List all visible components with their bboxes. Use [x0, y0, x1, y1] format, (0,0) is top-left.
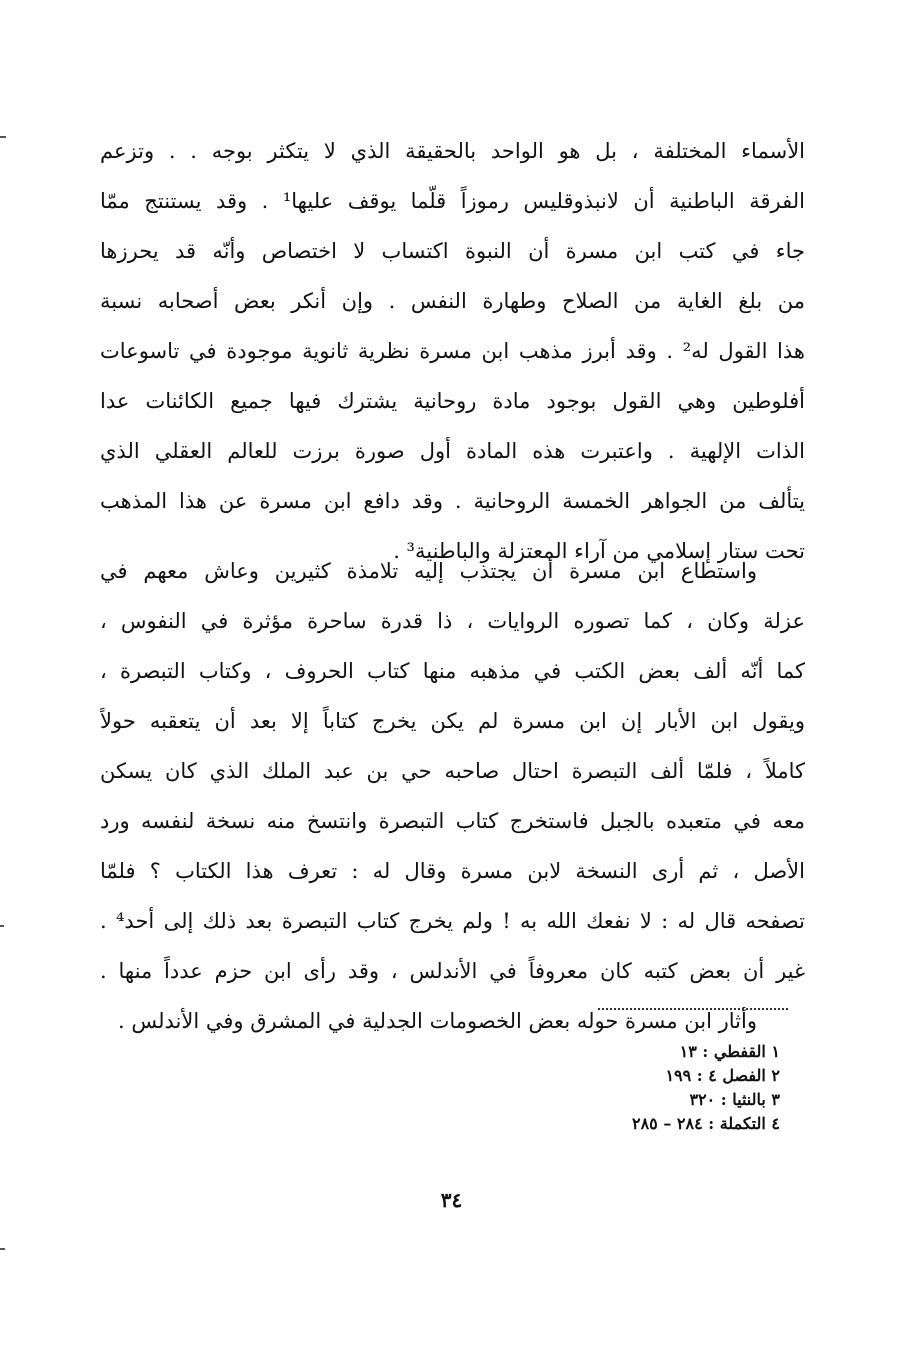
- text-line: واستطاع ابن مسرة أن يجتذب إليه تلامذة كثيرين وعاش معهم في: [100, 559, 757, 583]
- text-line: كاملاً ، فلمّا ألف التبصرة احتال صاحبه حي بن عبد الملك الذي كان يسكن: [100, 759, 805, 783]
- text-line: الفرقة الباطنية أن لانبذوقليس رموزاً قلّما يوقف عليها¹ . وقد يستنتج ممّا: [100, 189, 805, 213]
- text-line: أفلوطين وهي القول بوجود مادة روحانية يشترك فيها جميع الكائنات عدا: [100, 389, 805, 413]
- scan-edge-mark: [0, 925, 4, 927]
- paragraph-1: [100, 126, 805, 576]
- text-line: ويقول ابن الأبار إن ابن مسرة لم يكن يخرج كتاباً إلا بعد أن يتعقبه حولاً: [100, 709, 805, 733]
- footnote-2: ٢ الفصل ٤ : ١٩٩: [665, 1066, 780, 1085]
- text-line: يتألف من الجواهر الخمسة الروحانية . وقد دافع ابن مسرة عن هذا المذهب: [100, 489, 805, 513]
- text-line: تحت ستار إسلامي من آراء المعتزلة والباطنية³ .: [393, 539, 805, 563]
- page-number: ٣٤: [440, 1188, 463, 1212]
- text-line: الأسماء المختلفة ، بل هو الواحد بالحقيقة الذي لا يتكثر بوجه . . وتزعم: [100, 139, 805, 163]
- text-line: غير أن بعض كتبه كان معروفاً في الأندلس ، وقد رأى ابن حزم عدداً منها .: [100, 959, 805, 983]
- footnote-separator: [598, 1008, 788, 1010]
- text-line: من بلغ الغاية من الصلاح وطهارة النفس . وإن أنكر بعض أصحابه نسبة: [100, 289, 805, 313]
- text-line: تصفحه قال له : لا نفعك الله به ! ولم يخرج كتاب التبصرة بعد ذلك إلى أحد⁴ .: [100, 909, 805, 933]
- text-line: هذا القول له² . وقد أبرز مذهب ابن مسرة نظرية ثانوية موجودة في تاسوعات: [100, 339, 805, 363]
- scan-edge-mark: [0, 1248, 5, 1250]
- text-line: عزلة وكان ، كما تصوره الروايات ، ذا قدرة ساحرة مؤثرة في النفوس ،: [100, 609, 805, 633]
- text-line: كما أنّه ألف بعض الكتب في مذهبه منها كتاب الحروف ، وكتاب التبصرة ،: [100, 659, 805, 683]
- text-line: الأصل ، ثم أرى النسخة لابن مسرة وقال له : تعرف هذا الكتاب ؟ فلمّا: [100, 859, 805, 883]
- scan-edge-mark: [0, 136, 6, 138]
- text-line: الذات الإلهية . واعتبرت هذه المادة أول صورة برزت للعالم العقلي الذي: [100, 439, 805, 463]
- footnote-1: ١ القفطي : ١٣: [679, 1042, 780, 1061]
- text-line: وأثار ابن مسرة حوله بعض الخصومات الجدلية في المشرق وفي الأندلس .: [117, 1009, 757, 1033]
- footnote-4: ٤ التكملة : ٢٨٤ – ٢٨٥: [631, 1114, 780, 1133]
- text-line: معه في متعبده بالجبل فاستخرج كتاب التبصرة وانتسخ منه نسخة لنفسه ورد: [100, 809, 805, 833]
- paragraph-2: [100, 546, 805, 1046]
- footnotes: [480, 1040, 780, 1136]
- footnote-3: ٣ بالنثيا : ٣٢٠: [689, 1090, 780, 1109]
- text-line: جاء في كتب ابن مسرة أن النبوة اكتساب لا اختصاص وأنّه قد يحرزها: [100, 239, 805, 263]
